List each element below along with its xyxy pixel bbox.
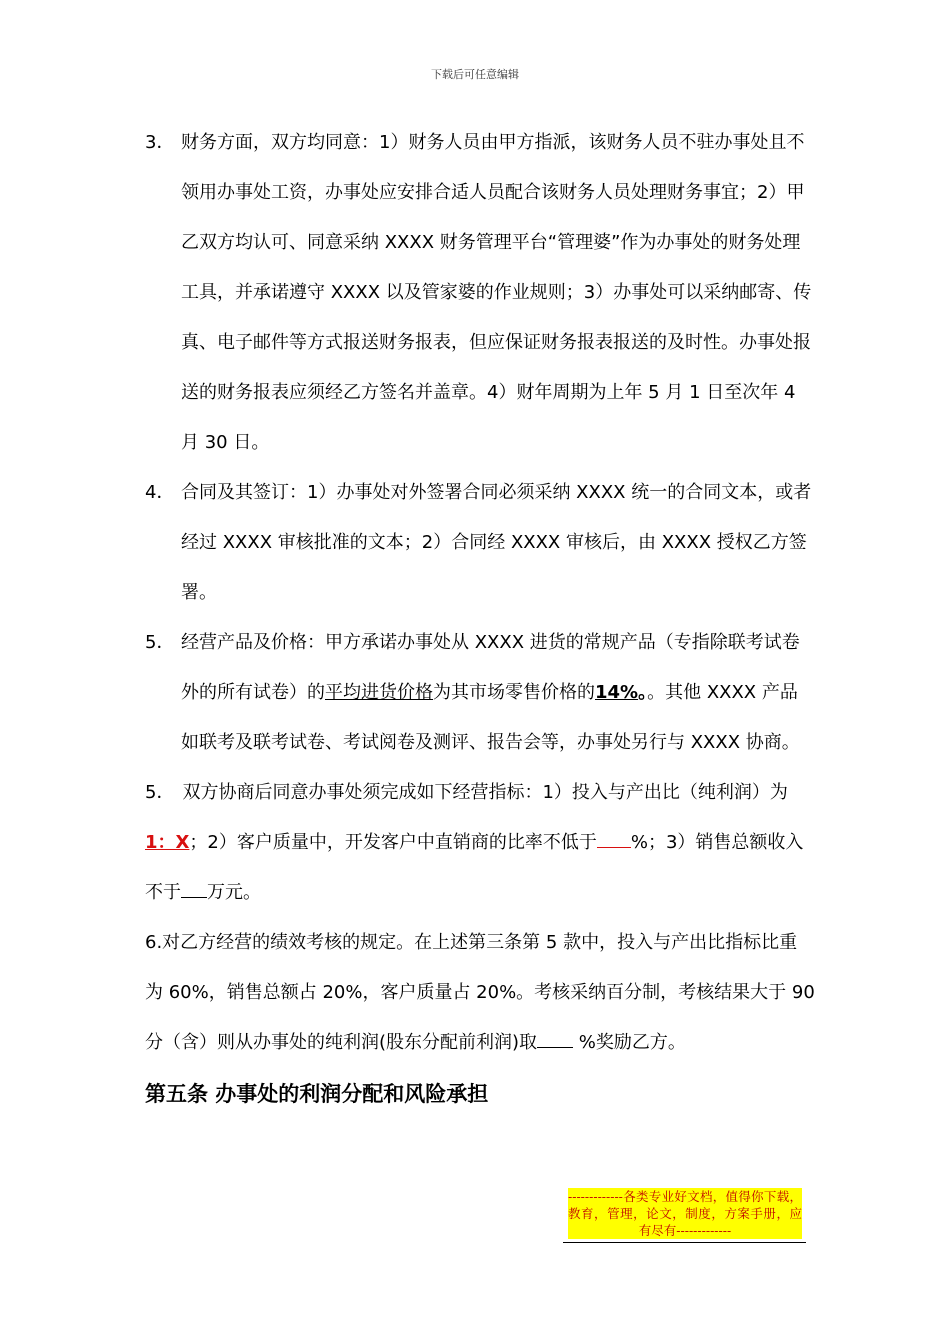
clause-6-performance <box>145 918 815 1068</box>
item-number: 3． <box>145 132 175 153</box>
item-number: 4． <box>145 482 175 503</box>
text-segment: 为其市场零售价格的 <box>433 682 595 703</box>
text-segment: 万元。 <box>207 882 261 903</box>
page-header: 下载后可任意编辑 <box>431 68 519 81</box>
document-body <box>145 118 815 1114</box>
text-segment: 。 <box>638 682 648 703</box>
clause-5-products-pricing <box>145 618 815 768</box>
ratio-value: 1：X <box>145 832 190 853</box>
blank-field <box>181 883 207 898</box>
underlined-term: 平均进货价格 <box>325 682 433 703</box>
text-segment: 。其他 XXXX 产品如联考及联考试卷、考试阅卷及测评、报告会等，办事处另行与 XXXX 协商。 <box>181 682 800 753</box>
clause-5-targets <box>145 768 815 918</box>
text-segment: %奖励乙方。 <box>573 1032 686 1053</box>
item-number: 5． <box>145 782 175 803</box>
blank-field <box>537 1033 573 1048</box>
price-percentage: 14% <box>595 682 639 703</box>
promo-banner: -------------各类专业好文档，值得你下载，教育，管理，论文，制度，方案手册，应有尽有------------- <box>568 1189 802 1238</box>
section-heading: 第五条 办事处的利润分配和风险承担 <box>145 1082 489 1106</box>
text-segment: 6.对乙方经营的绩效考核的规定。在上述第三条第 5 款中，投入与产出比指标比重为 60%，销售总额占 20%，客户质量占 20%。考核采纳百分制，考核结果大于 90 分（含）则从办事处的纯利润(股东分配前利润)取 <box>145 932 815 1053</box>
item-number: 5． <box>145 632 175 653</box>
item-text: 财务方面，双方均同意：1）财务人员由甲方指派，该财务人员不驻办事处且不领用办事处工资，办事处应安排合适人员配合该财务人员处理财务事宜；2）甲乙双方均认可、同意采纳 XXXX 财务管理平台“管理婆”作为办事处的财务处理工具，并承诺遵守 XXXX 以及管家婆的作业规则；3）办事处可以采纳邮寄、传真、电子邮件等方式报送财务报表，但应保证财务报表报送的及时性。办事处报送的财务报表应须经乙方签名并盖章。4）财年周期为上年 5 月 1 日至次年 4 月 30 日。 <box>181 132 812 453</box>
item-text <box>181 618 815 768</box>
footer-divider <box>563 1242 806 1243</box>
clause-4-contracts <box>145 468 815 618</box>
blank-field <box>597 833 631 848</box>
text-segment: ；2）客户质量中，开发客户中直销商的比率不低于 <box>189 832 597 853</box>
text-segment: 经营产品及价格：甲方承诺办事处从 XXXX 进货的常规产品（专指除联考试卷外的所有试卷）的 <box>181 632 800 703</box>
item-text: 合同及其签订：1）办事处对外签署合同必须采纳 XXXX 统一的合同文本，或者经过 XXXX 审核批准的文本；2）合同经 XXXX 审核后，由 XXXX 授权乙方签署。 <box>181 482 812 603</box>
text-segment: 双方协商后同意办事处须完成如下经营指标：1）投入与产出比（纯利润）为 <box>182 782 788 803</box>
clause-3-finance <box>145 118 815 468</box>
text-segment: %；3）销售总额收入不于 <box>145 832 804 903</box>
